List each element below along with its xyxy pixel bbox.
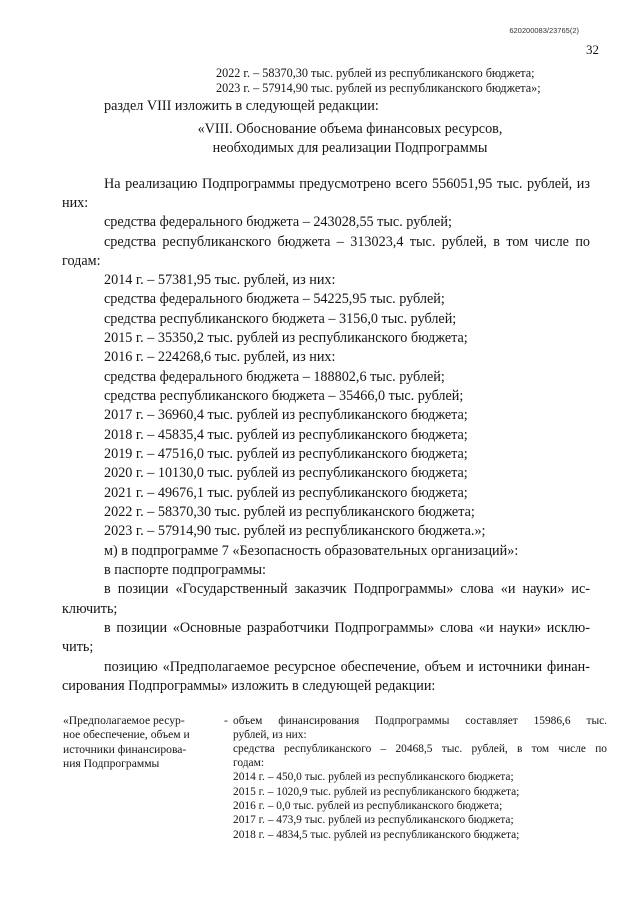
table-right-line: годам:	[233, 757, 264, 769]
paragraph-line: в позиции «Основные разработчики Подпрограммы» слова «и науки» исклю-	[104, 620, 590, 636]
year-line: 2016 г. – 224268,6 тыс. рублей, из них:	[104, 349, 336, 365]
year-line: 2014 г. – 57381,95 тыс. рублей, из них:	[104, 272, 336, 288]
table-left-line: «Предполагаемое ресур-	[63, 714, 185, 727]
paragraph-line: в паспорте подпрограммы:	[104, 562, 266, 578]
text-line: 2022 г. – 58370,30 тыс. рублей из республиканского бюджета;	[216, 66, 535, 80]
year-line: 2015 г. – 35350,2 тыс. рублей из республиканского бюджета;	[104, 330, 468, 346]
text-line: 2023 г. – 57914,90 тыс. рублей из республиканского бюджета»;	[216, 81, 541, 95]
year-line: 2023 г. – 57914,90 тыс. рублей из республиканского бюджета.»;	[104, 523, 486, 539]
table-right-line: средства республиканского – 20468,5 тыс. рублей, в том числе по	[233, 743, 607, 755]
table-right-line: объем финансирования Подпрограммы составляет 15986,6 тыс.	[233, 715, 607, 727]
paragraph-line: м) в подпрограмме 7 «Безопасность образовательных организаций»:	[104, 543, 519, 559]
paragraph-line: средства федерального бюджета – 243028,55 тыс. рублей;	[104, 214, 452, 230]
table-left-line: ное обеспечение, объем и	[63, 728, 190, 742]
year-line: средства федерального бюджета – 54225,95 тыс. рублей;	[104, 291, 445, 307]
table-dash: -	[224, 714, 228, 727]
page-number: 32	[586, 42, 599, 57]
year-line: средства республиканского бюджета – 3156,0 тыс. рублей;	[104, 311, 457, 327]
year-line: 2020 г. – 10130,0 тыс. рублей из республиканского бюджета;	[104, 465, 468, 481]
table-right-line: рублей, из них:	[233, 729, 307, 741]
table-left-line: ния Подпрограммы	[63, 756, 160, 770]
table-left-cell	[63, 714, 223, 771]
section-intro: раздел VIII изложить в следующей редакции:	[104, 98, 379, 114]
section-title-line: необходимых для реализации Подпрограммы	[212, 140, 488, 156]
paragraph-line: годам:	[62, 253, 101, 269]
year-line: средства республиканского бюджета – 35466,0 тыс. рублей;	[104, 388, 464, 404]
table-right-line: 2017 г. – 473,9 тыс. рублей из республиканского бюджета;	[233, 814, 514, 826]
table-right-line: 2016 г. – 0,0 тыс. рублей из республиканского бюджета;	[233, 800, 503, 812]
table-right-line: 2014 г. – 450,0 тыс. рублей из республиканского бюджета;	[233, 771, 514, 783]
table-left-line: источники финансирова-	[63, 742, 187, 756]
year-line: 2019 г. – 47516,0 тыс. рублей из республиканского бюджета;	[104, 446, 468, 462]
paragraph-line: средства республиканского бюджета – 313023,4 тыс. рублей, в том числе по	[104, 234, 590, 250]
paragraph-line: На реализацию Подпрограммы предусмотрено всего 556051,95 тыс. рублей, из	[104, 176, 590, 192]
table-right-line: 2015 г. – 1020,9 тыс. рублей из республиканского бюджета;	[233, 786, 520, 798]
year-line: 2018 г. – 45835,4 тыс. рублей из республиканского бюджета;	[104, 427, 468, 443]
paragraph-line: ключить;	[62, 601, 118, 617]
paragraph-line: в позиции «Государственный заказчик Подпрограммы» слова «и науки» ис-	[104, 581, 590, 597]
paragraph-line: них:	[62, 195, 89, 211]
table-right-line: 2018 г. – 4834,5 тыс. рублей из республиканского бюджета;	[233, 829, 520, 841]
paragraph-line: сирования Подпрограммы» изложить в следующей редакции:	[62, 678, 436, 694]
year-line: 2022 г. – 58370,30 тыс. рублей из республиканского бюджета;	[104, 504, 475, 520]
section-title-line: «VIII. Обоснование объема финансовых ресурсов,	[197, 121, 503, 137]
paragraph-line: чить;	[62, 639, 94, 655]
year-line: 2017 г. – 36960,4 тыс. рублей из республиканского бюджета;	[104, 407, 468, 423]
year-line: средства федерального бюджета – 188802,6 тыс. рублей;	[104, 369, 445, 385]
year-line: 2021 г. – 49676,1 тыс. рублей из республиканского бюджета;	[104, 485, 468, 501]
document-id: 620200083/23765(2)	[509, 26, 579, 35]
paragraph-line: позицию «Предполагаемое ресурсное обеспечение, объем и источники финан-	[104, 659, 590, 675]
